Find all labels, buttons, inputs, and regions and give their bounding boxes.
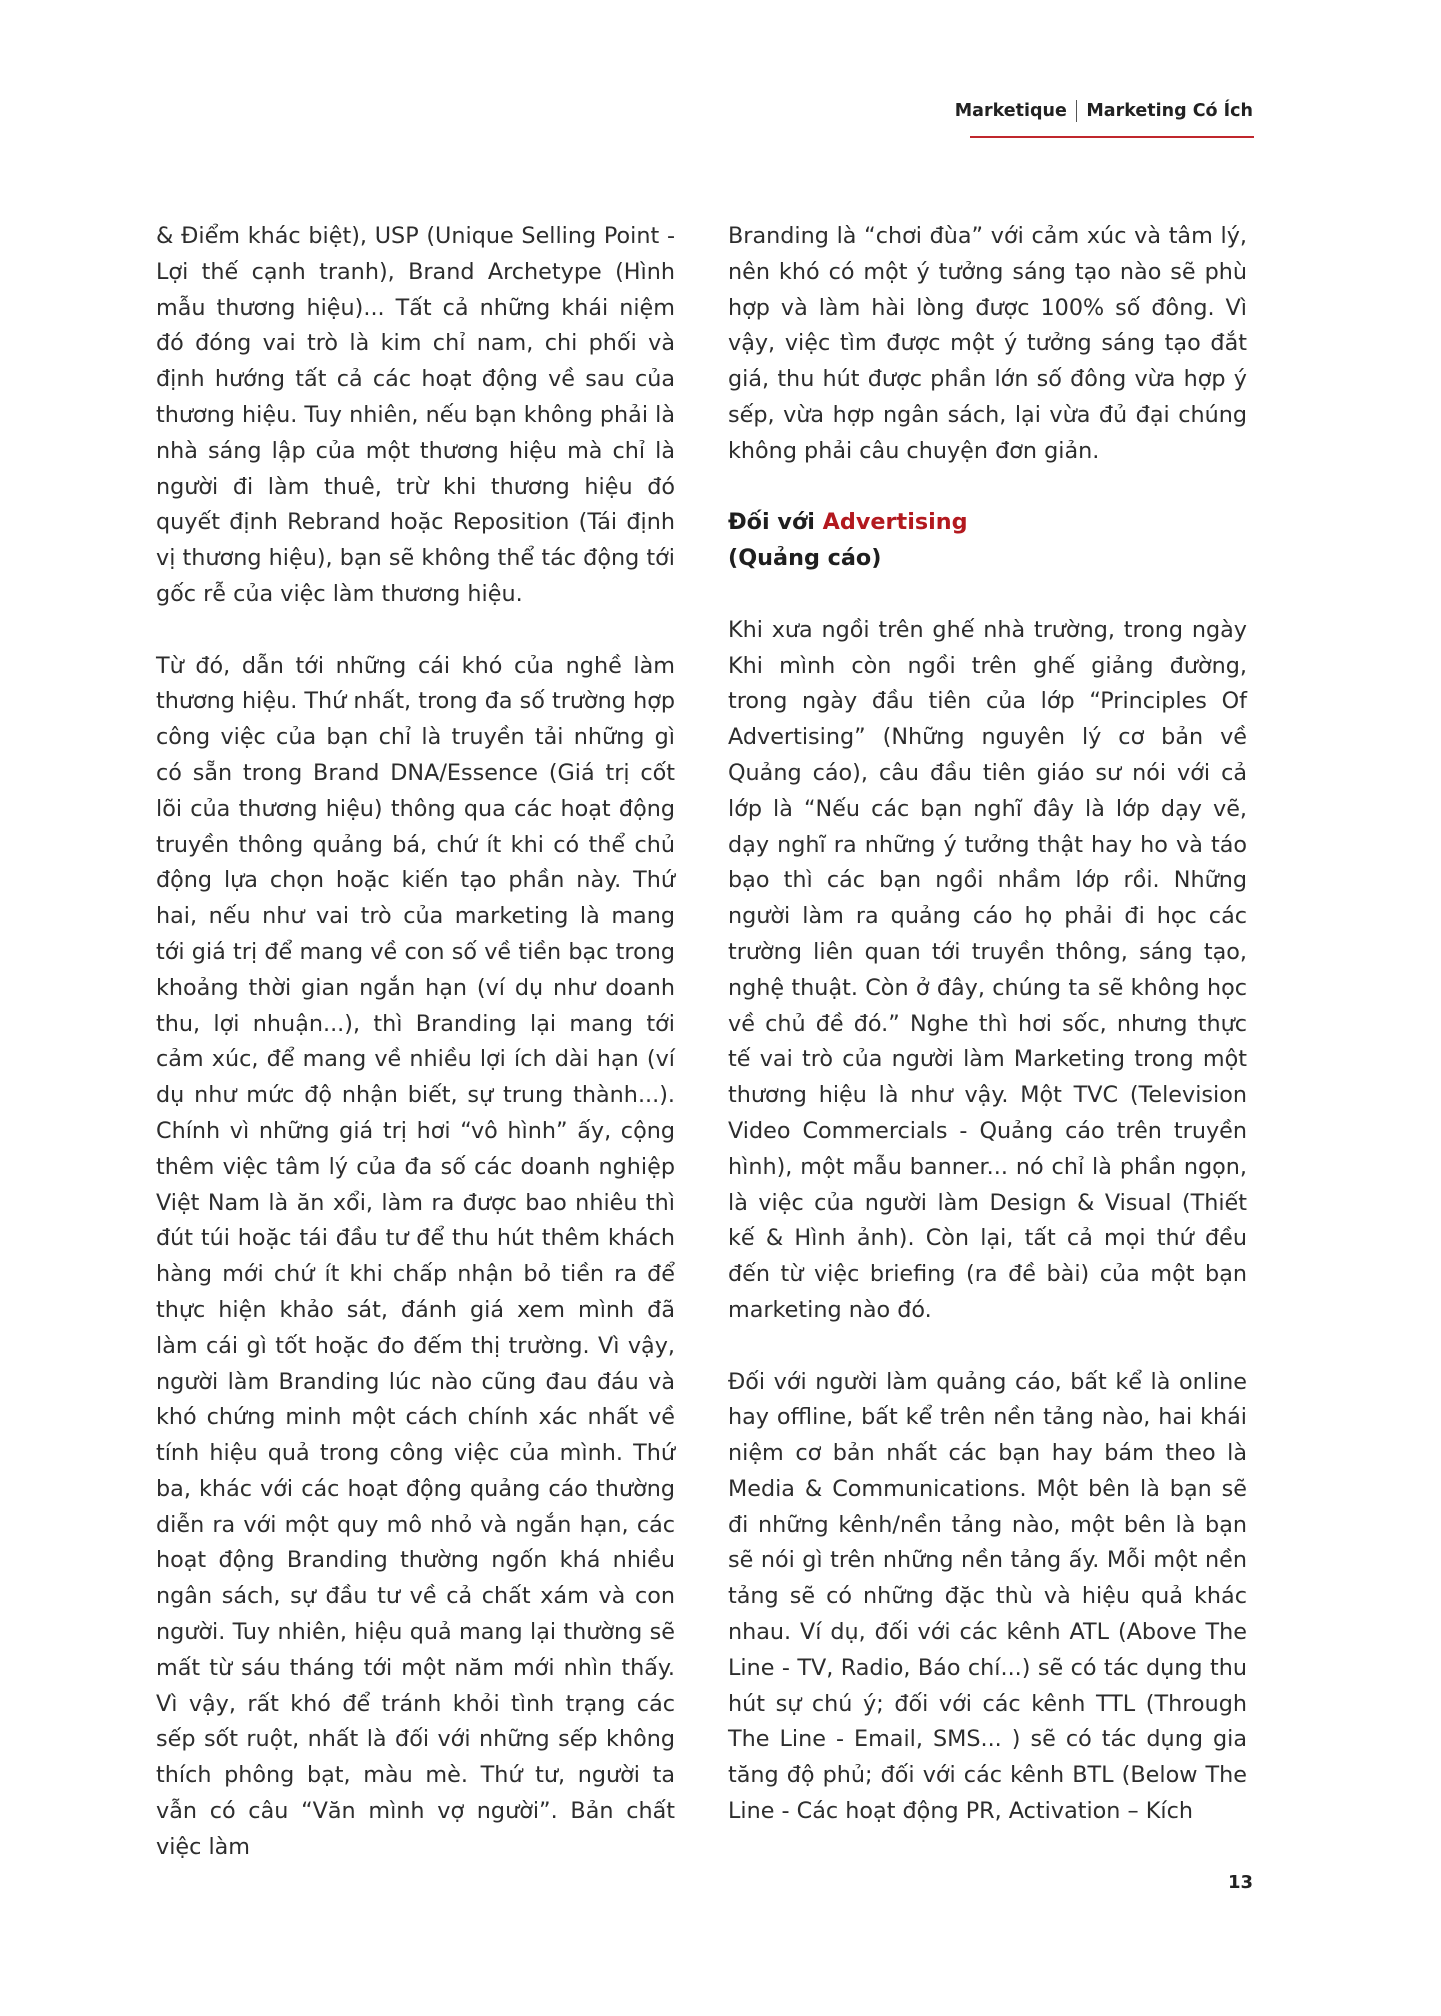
body-paragraph: Từ đó, dẫn tới những cái khó của nghề làm thương hiệu. Thứ nhất, trong đa số trường hợp công việc của bạn chỉ là truyền tải những gì có sẵn trong Brand DNA/Essence (Giá trị cốt lõi của thương hiệu) thông qua các hoạt động truyền thông quảng bá, chứ ít khi có thể chủ động lựa chọn hoặc kiến tạo phần này. Thứ hai, nếu như vai trò của marketing là mang tới giá trị để mang về con số về tiền bạc trong khoảng thời gian ngắn hạn (ví dụ như doanh thu, lợi nhuận...), thì Branding lại mang tới cảm xúc, để mang về nhiều lợi ích dài hạn (ví dụ như mức độ nhận biết, sự trung thành...). Chính vì những giá trị hơi “vô hình” ấy, cộng thêm việc tâm lý của đa số các doanh nghiệp Việt Nam là ăn xổi, làm ra được bao nhiêu thì đút túi hoặc tái đầu tư để thu hút thêm khách hàng mới chứ ít khi chấp nhận bỏ tiền ra để thực hiện khảo sát, đánh giá xem mình đã làm cái gì tốt hoặc đo đếm thị trường. Vì vậy, người làm Branding lúc nào cũng đau đáu và khó chứng minh một cách chính xác nhất về tính hiệu quả trong công việc của mình. Thứ ba, khác với các hoạt động quảng cáo thường diễn ra với một quy mô nhỏ và ngắn hạn, các hoạt động Branding thường ngốn khá nhiều ngân sách, sự đầu tư về cả chất xám và con người. Tuy nhiên, hiệu quả mang lại thường sẽ mất từ sáu tháng tới một năm mới nhìn thấy. Vì vậy, rất khó để tránh khỏi tình trạng các sếp sốt ruột, nhất là đối với những sếp không thích phông bạt, màu mè. Thứ tư, người ta vẫn có câu “Văn mình vợ người”. Bản chất việc làm [156,652,675,1860]
right-column [728,219,1247,1866]
page-number: 13 [1227,1872,1253,1893]
body-paragraph: Khi xưa ngồi trên ghế nhà trường, trong ngày Khi mình còn ngồi trên ghế giảng đường, trong ngày đầu tiên của lớp “Principles Of Advertising” (Những nguyên lý cơ bản về Quảng cáo), câu đầu tiên giáo sư nói với cả lớp là “Nếu các bạn nghĩ đây là lớp dạy vẽ, dạy nghĩ ra những ý tưởng thật hay ho và táo bạo thì các bạn ngồi nhầm lớp rồi. Những người làm ra quảng cáo họ phải đi học các trường liên quan tới truyền thông, sáng tạo, nghệ thuật. Còn ở đây, chúng ta sẽ không học về chủ đề đó.” Nghe thì hơi sốc, nhưng thực tế vai trò của người làm Marketing trong một thương hiệu là như vậy. Một TVC (Television Video Commercials - Quảng cáo trên truyền hình), một mẫu banner... nó chỉ là phần ngọn, là việc của người làm Design & Visual (Thiết kế & Hình ảnh). Còn lại, tất cả mọi thứ đều đến từ việc briefing (ra đề bài) của một bạn marketing nào đó. [728,616,1247,1323]
header-underline [970,136,1254,138]
body-paragraph: & Điểm khác biệt), USP (Unique Selling Point - Lợi thế cạnh tranh), Brand Archetype (Hình mẫu thương hiệu)... Tất cả những khái niệm đó đóng vai trò là kim chỉ nam, chi phối và định hướng tất cả các hoạt động về sau của thương hiệu. Tuy nhiên, nếu bạn không phải là nhà sáng lập của một thương hiệu mà chỉ là người đi làm thuê, trừ khi thương hiệu đó quyết định Rebrand hoặc Reposition (Tái định vị thương hiệu), bạn sẽ không thể tác động tới gốc rễ của việc làm thương hiệu. [156,223,675,607]
heading-prefix: Đối với [728,509,823,536]
header-brand: Marketique [954,101,1067,121]
heading-suffix: (Quảng cáo) [728,545,882,572]
running-header [955,100,1253,122]
heading-accent: Advertising [822,509,968,536]
left-column [156,219,675,1901]
body-paragraph: Đối với người làm quảng cáo, bất kể là online hay offline, bất kể trên nền tảng nào, hai khái niệm cơ bản nhất các bạn hay bám theo là Media & Communications. Một bên là bạn sẽ đi những kênh/nền tảng nào, một bên là bạn sẽ nói gì trên những nền tảng ấy. Mỗi một nền tảng sẽ có những đặc thù và hiệu quả khác nhau. Ví dụ, đối với các kênh ATL (Above The Line - TV, Radio, Báo chí...) sẽ có tác dụng thu hút sự chú ý; đối với các kênh TTL (Through The Line - Email, SMS... ) sẽ có tác dụng gia tăng độ phủ; đối với các kênh BTL (Below The Line - Các hoạt động PR, Activation – Kích [728,1368,1247,1825]
section-heading [728,505,1247,577]
body-paragraph: Branding là “chơi đùa” với cảm xúc và tâm lý, nên khó có một ý tưởng sáng tạo nào sẽ phù hợp và làm hài lòng được 100% số đông. Vì vậy, việc tìm được một ý tưởng sáng tạo đắt giá, thu hút được phần lớn số đông vừa hợp ý sếp, vừa hợp ngân sách, lại vừa đủ đại chúng không phải câu chuyện đơn giản. [728,223,1247,464]
header-subtitle: Marketing Có Ích [1086,101,1253,121]
header-separator [1076,100,1078,122]
